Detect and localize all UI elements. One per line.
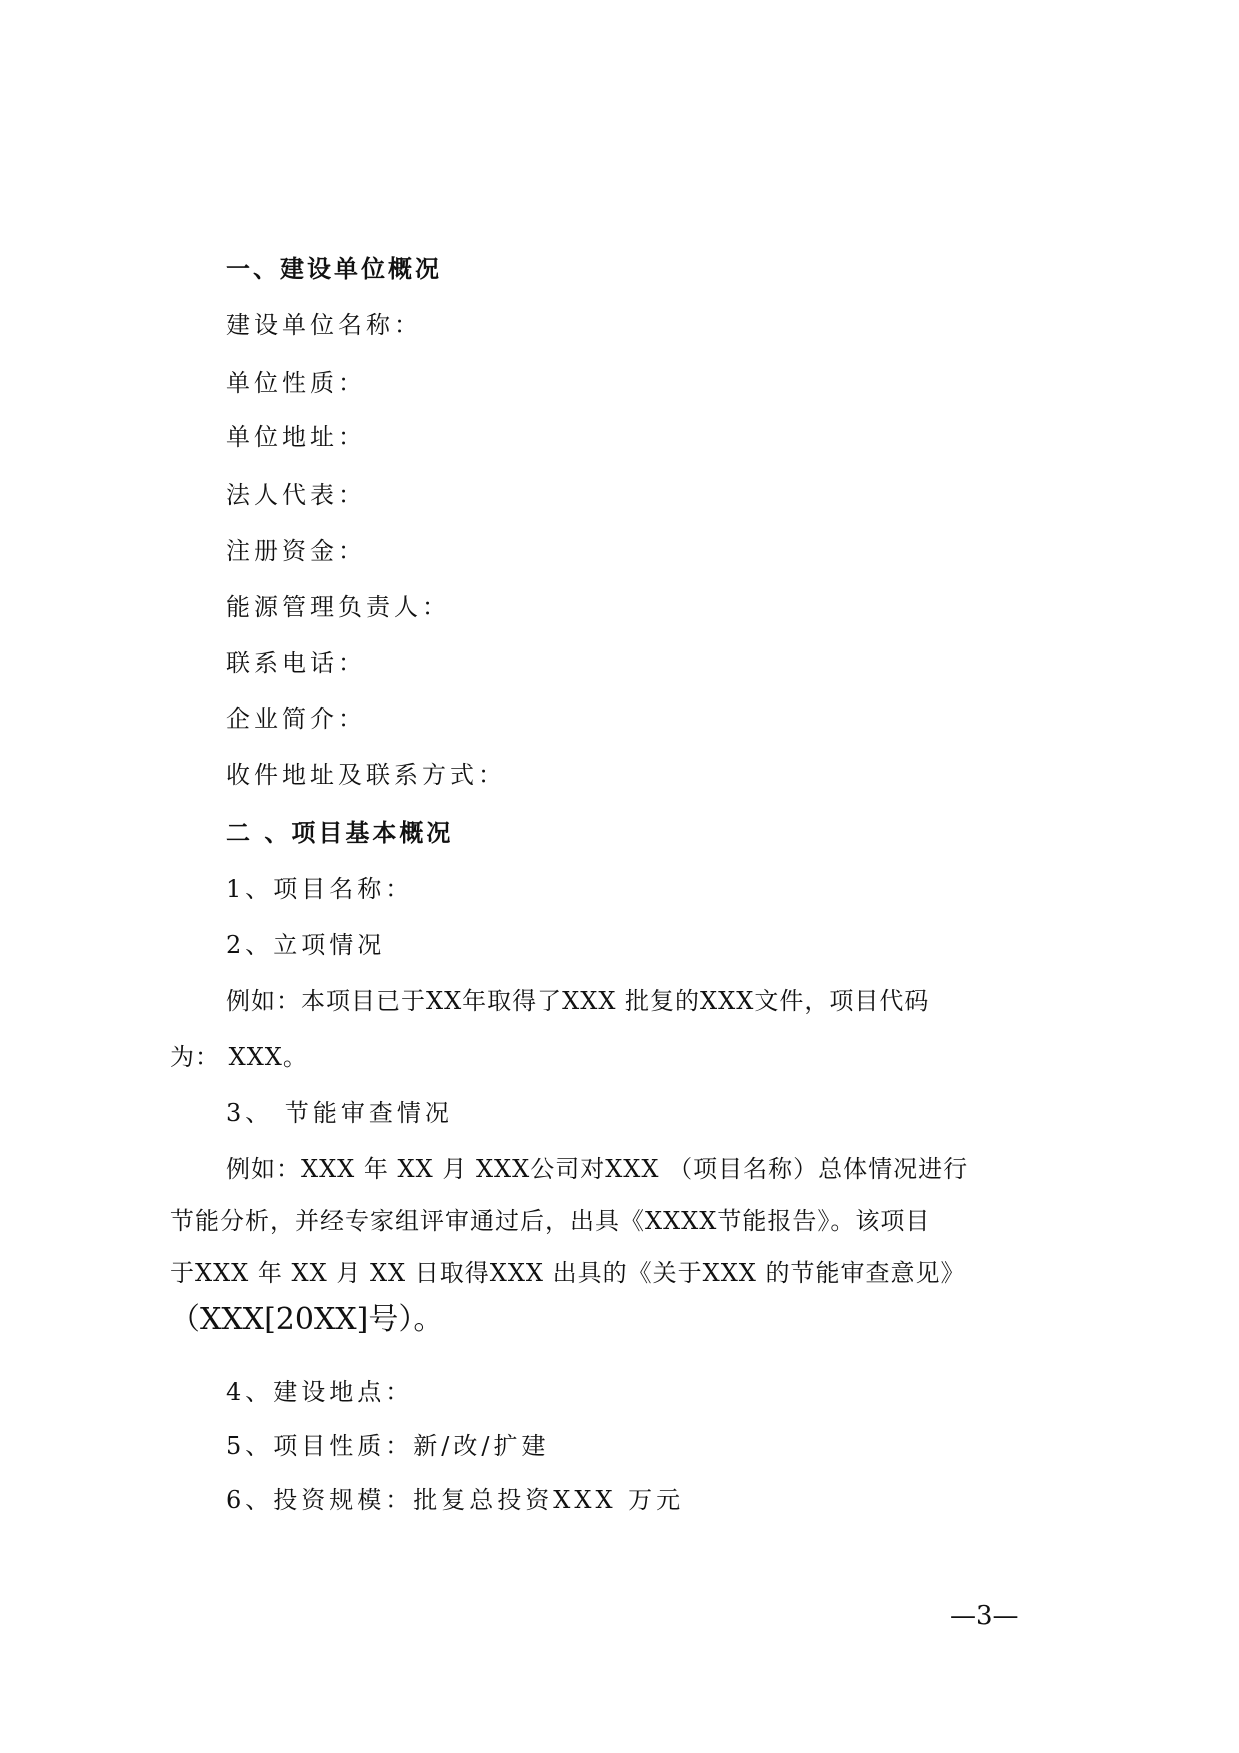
field-mailing-address: 收件地址及联系方式： bbox=[226, 761, 506, 789]
item-project-nature: 5、项目性质：新/改/扩建 bbox=[226, 1432, 550, 1460]
item-investment-scale: 6、投资规模：批复总投资XXX 万元 bbox=[226, 1486, 685, 1514]
review-example-line-1: 例如：XXX 年 XX 月 XXX公司对XXX （项目名称）总体情况进行 bbox=[226, 1155, 969, 1183]
field-registered-capital: 注册资金： bbox=[226, 537, 366, 565]
field-company-profile: 企业简介： bbox=[226, 705, 366, 733]
item-project-name: 1、项目名称： bbox=[226, 875, 414, 903]
field-company-nature: 单位性质： bbox=[226, 369, 366, 397]
field-company-name: 建设单位名称： bbox=[226, 311, 422, 339]
approval-example-line-1: 例如：本项目已于XX年取得了XXX 批复的XXX文件，项目代码 bbox=[226, 987, 930, 1015]
page-number: —3— bbox=[950, 1601, 1019, 1631]
section-2-heading: 二 、项目基本概况 bbox=[226, 818, 454, 847]
review-example-line-4: （XXX[20XX]号）。 bbox=[170, 1302, 444, 1337]
field-company-address: 单位地址： bbox=[226, 423, 366, 451]
field-energy-manager: 能源管理负责人： bbox=[226, 593, 450, 621]
review-example-line-2: 节能分析，并经专家组评审通过后，出具《XXXX节能报告》。该项目 bbox=[170, 1207, 931, 1235]
item-energy-review: 3、 节能审查情况 bbox=[226, 1099, 453, 1127]
item-construction-site: 4、建设地点： bbox=[226, 1378, 414, 1406]
field-contact-phone: 联系电话： bbox=[226, 649, 366, 677]
approval-example-line-2: 为： XXX。 bbox=[170, 1043, 308, 1071]
section-1-heading: 一、建设单位概况 bbox=[226, 254, 442, 283]
item-approval-status: 2、立项情况 bbox=[226, 931, 386, 959]
review-example-line-3: 于XXX 年 XX 月 XX 日取得XXX 出具的《关于XXX 的节能审查意见》 bbox=[170, 1259, 966, 1287]
field-legal-representative: 法人代表： bbox=[226, 481, 366, 509]
